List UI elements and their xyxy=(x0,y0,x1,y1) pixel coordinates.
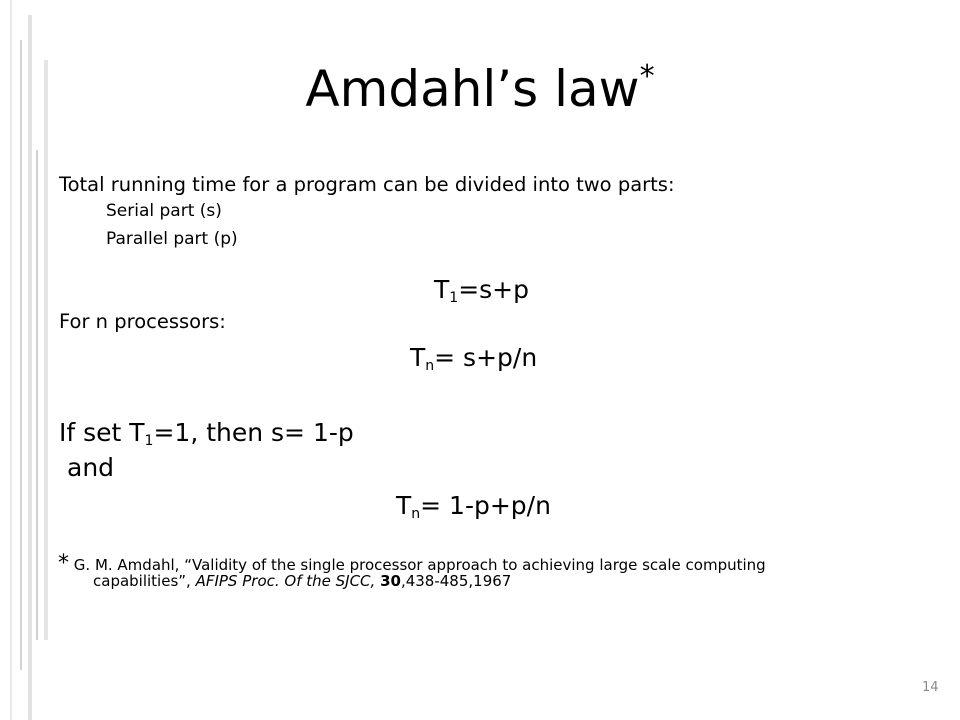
decor-stripe xyxy=(36,150,38,640)
footnote-marker: * xyxy=(58,551,69,576)
decor-stripe xyxy=(28,15,32,720)
if-set-statement: If set $T_1=1$, then s= 1-p xyxy=(59,418,354,449)
title-footnote-marker: * xyxy=(639,59,655,94)
formula-t1: $T_1=s+p$ xyxy=(434,275,529,306)
decor-stripe xyxy=(20,40,22,670)
page-number: 14 xyxy=(922,680,939,695)
footnote-line2: capabilities”, AFIPS Proc. Of the SJCC, 30,438-485,1967 xyxy=(93,572,512,590)
parallel-part-item: Parallel part (p) xyxy=(106,229,238,249)
slide-title: Amdahl’s law* xyxy=(305,59,655,118)
decor-stripe xyxy=(44,60,48,640)
footnote-line1: G. M. Amdahl, “Validity of the single processor approach to achieving large scale computing xyxy=(73,556,766,574)
formula-tn: $T_n= s+p/n$ xyxy=(410,343,538,374)
intro-text: Total running time for a program can be divided into two parts: xyxy=(59,173,675,196)
footnote xyxy=(58,553,858,589)
and-text: and xyxy=(67,453,115,482)
serial-part-item: Serial part (s) xyxy=(106,201,222,221)
formula-tn2: $T_n= 1-p+p/n$ xyxy=(396,491,551,522)
for-n-processors-text: For n processors: xyxy=(59,310,226,333)
